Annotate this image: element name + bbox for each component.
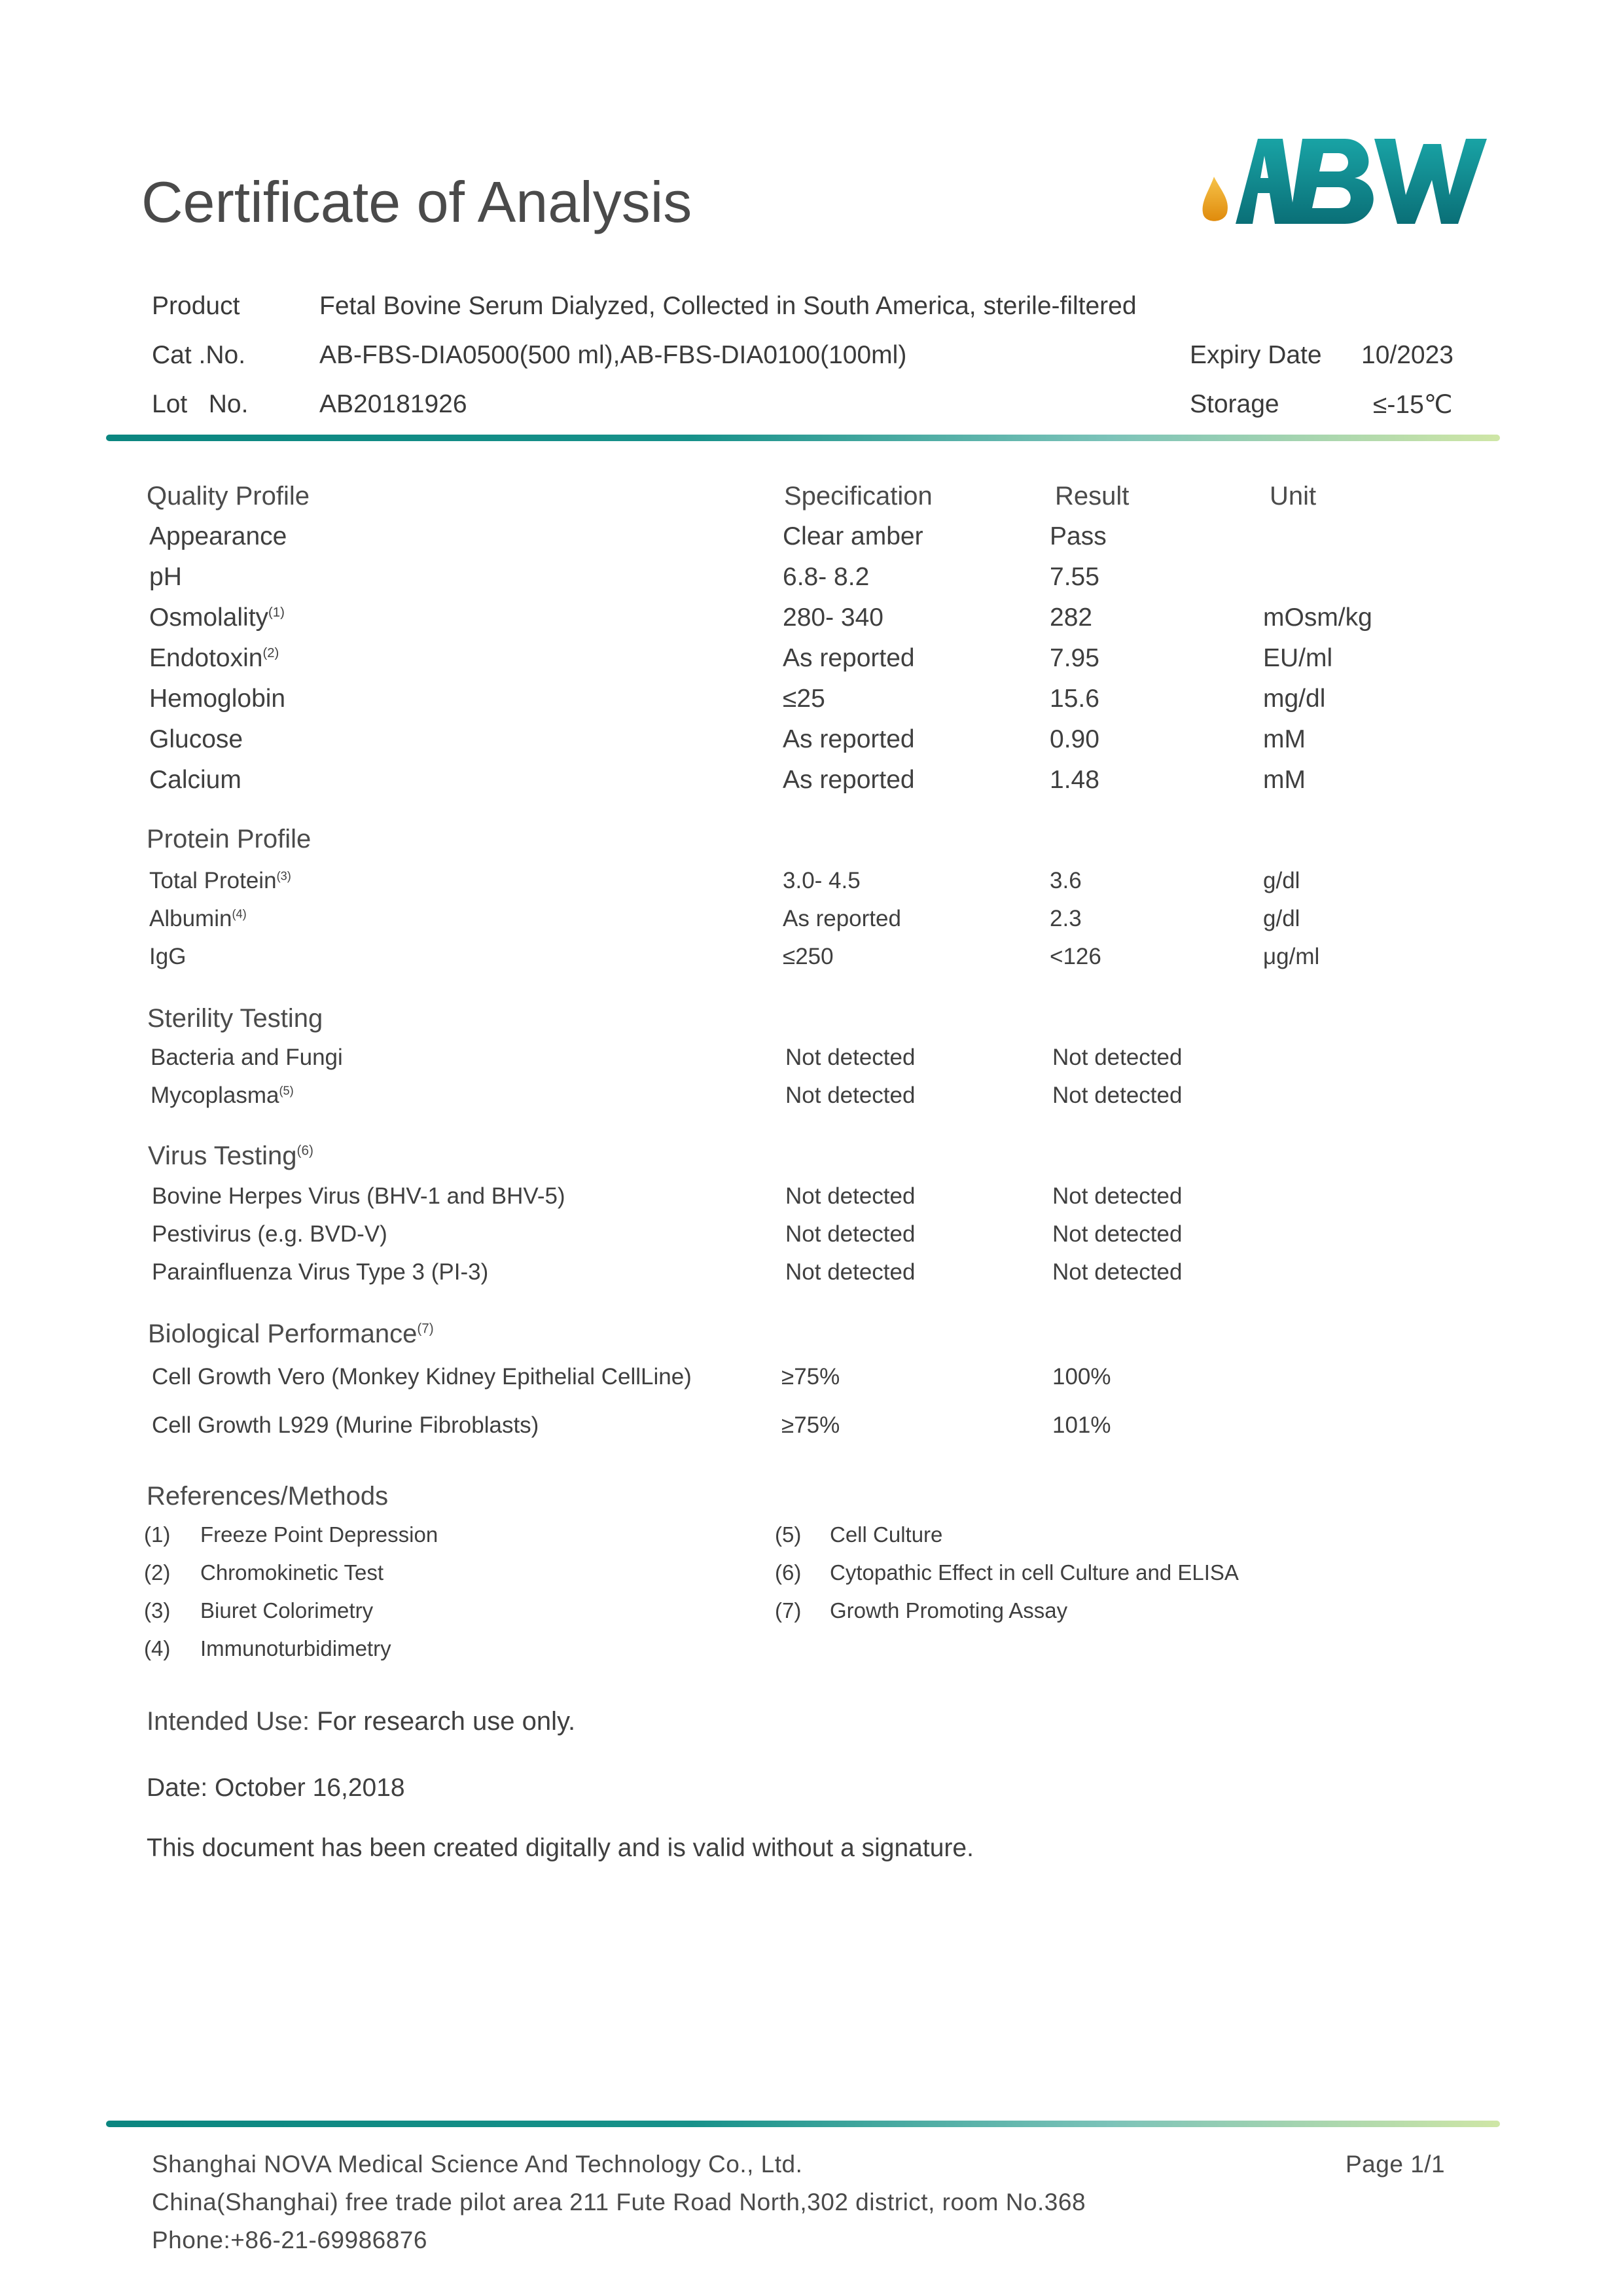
unit-heading: Unit: [1270, 482, 1317, 511]
row-name: Total Protein$^{(3)}$: [149, 868, 291, 893]
biological-heading: Biological Performance$^{(7)}$: [148, 1319, 434, 1348]
signature-note: This document has been created digitally and is valid without a signature.: [147, 1834, 974, 1862]
reference-number: (3): [144, 1598, 171, 1623]
result-value: 100%: [1052, 1364, 1111, 1390]
spec-value: ≥75%: [781, 1364, 840, 1390]
result-value: 7.55: [1050, 563, 1099, 591]
result-value: 1.48: [1050, 766, 1099, 794]
result-heading: Result: [1055, 482, 1130, 511]
date-line: Date: October 16,2018: [147, 1774, 405, 1802]
spec-value: 280- 340: [783, 603, 883, 632]
reference-text: Freeze Point Depression: [200, 1522, 438, 1547]
spec-value: Clear amber: [783, 522, 923, 550]
unit-value: μg/ml: [1263, 944, 1320, 969]
row-name: Hemoglobin: [149, 685, 286, 713]
page-title: Certificate of Analysis: [141, 170, 692, 234]
cat-value: AB-FBS-DIA0500(500 ml),AB-FBS-DIA0100(100ml): [319, 341, 907, 369]
spec-value: Not detected: [785, 1183, 916, 1209]
result-value: <126: [1050, 944, 1101, 969]
footer-address: China(Shanghai) free trade pilot area 211 Fute Road North,302 district, room No.368: [152, 2189, 1086, 2215]
result-value: 3.6: [1050, 868, 1082, 893]
lot-label: Lot No.: [152, 390, 249, 418]
reference-number: (1): [144, 1522, 171, 1547]
row-name: Bacteria and Fungi: [151, 1045, 343, 1070]
result-value: Not detected: [1052, 1221, 1183, 1247]
footer-page-number: Page 1/1: [1346, 2151, 1446, 2178]
product-label: Product: [152, 292, 240, 320]
unit-value: mg/dl: [1263, 685, 1326, 713]
company-logo: [1198, 124, 1492, 236]
spec-value: As reported: [783, 644, 915, 672]
row-name: Glucose: [149, 725, 243, 753]
footer-phone: Phone:+86-21-69986876: [152, 2227, 427, 2253]
row-name: Cell Growth Vero (Monkey Kidney Epithelial CellLine): [152, 1364, 692, 1390]
row-name: Appearance: [149, 522, 287, 550]
result-value: 2.3: [1050, 906, 1082, 931]
storage-value: ≤-15℃: [1373, 391, 1453, 419]
expiry-label: Expiry Date: [1190, 341, 1322, 369]
row-name: Parainfluenza Virus Type 3 (PI-3): [152, 1259, 489, 1285]
reference-number: (6): [775, 1560, 802, 1585]
reference-text: Growth Promoting Assay: [830, 1598, 1068, 1623]
unit-value: mM: [1263, 766, 1306, 794]
abw-logo-graphic: [1198, 124, 1492, 236]
row-name: Cell Growth L929 (Murine Fibroblasts): [152, 1412, 539, 1438]
row-name: Calcium: [149, 766, 241, 794]
row-name: pH: [149, 563, 182, 591]
result-value: 7.95: [1050, 644, 1099, 672]
spec-value: As reported: [783, 766, 915, 794]
spec-value: 6.8- 8.2: [783, 563, 870, 591]
unit-value: mOsm/kg: [1263, 603, 1372, 632]
row-name: IgG: [149, 944, 187, 969]
spec-value: Not detected: [785, 1221, 916, 1247]
cat-label: Cat .No.: [152, 341, 246, 369]
reference-text: Biuret Colorimetry: [200, 1598, 374, 1623]
unit-value: g/dl: [1263, 906, 1300, 931]
row-name: Osmolality$^{(1)}$: [149, 603, 285, 632]
reference-number: (4): [144, 1636, 171, 1660]
spec-value: As reported: [783, 725, 915, 753]
reference-text: Chromokinetic Test: [200, 1560, 384, 1585]
spec-value: ≤25: [783, 685, 825, 713]
result-value: Not detected: [1052, 1183, 1183, 1209]
footer-divider: [106, 2121, 1500, 2127]
product-value: Fetal Bovine Serum Dialyzed, Collected in South America, sterile-filtered: [319, 292, 1137, 320]
result-value: 0.90: [1050, 725, 1099, 753]
unit-value: EU/ml: [1263, 644, 1333, 672]
intended-use: [147, 1707, 575, 1736]
row-name: Mycoplasma$^{(5)}$: [151, 1083, 294, 1108]
result-value: 101%: [1052, 1412, 1111, 1438]
row-name: Albumin$^{(4)}$: [149, 906, 247, 931]
result-value: 15.6: [1050, 685, 1099, 713]
unit-value: mM: [1263, 725, 1306, 753]
expiry-value: 10/2023: [1361, 341, 1454, 369]
storage-label: Storage: [1190, 390, 1279, 418]
quality-profile-heading: Quality Profile: [147, 482, 310, 511]
result-value: Not detected: [1052, 1083, 1183, 1108]
reference-number: (2): [144, 1560, 171, 1585]
protein-profile-heading: Protein Profile: [147, 825, 312, 853]
spec-value: As reported: [783, 906, 901, 931]
intended-use-label: Intended Use:: [147, 1707, 310, 1736]
lot-value: AB20181926: [319, 390, 467, 418]
spec-value: Not detected: [785, 1259, 916, 1285]
intended-use-value: For research use only.: [310, 1707, 576, 1736]
row-name: Endotoxin$^{(2)}$: [149, 644, 279, 672]
result-value: Not detected: [1052, 1045, 1183, 1070]
spec-value: ≤250: [783, 944, 834, 969]
specification-heading: Specification: [784, 482, 933, 511]
spec-value: Not detected: [785, 1045, 916, 1070]
references-heading: References/Methods: [147, 1482, 389, 1511]
unit-value: g/dl: [1263, 868, 1300, 893]
reference-number: (7): [775, 1598, 802, 1623]
reference-text: Cytopathic Effect in cell Culture and ELISA: [830, 1560, 1239, 1585]
row-name: Bovine Herpes Virus (BHV-1 and BHV-5): [152, 1183, 565, 1209]
reference-number: (5): [775, 1522, 802, 1547]
spec-value: ≥75%: [781, 1412, 840, 1438]
reference-text: Cell Culture: [830, 1522, 943, 1547]
result-value: 282: [1050, 603, 1093, 632]
sterility-heading: Sterility Testing: [147, 1004, 323, 1033]
result-value: Pass: [1050, 522, 1107, 550]
header-divider: [106, 435, 1500, 441]
row-name: Pestivirus (e.g. BVD-V): [152, 1221, 387, 1247]
spec-value: 3.0- 4.5: [783, 868, 861, 893]
reference-text: Immunoturbidimetry: [200, 1636, 391, 1660]
result-value: Not detected: [1052, 1259, 1183, 1285]
footer-company: Shanghai NOVA Medical Science And Technology Co., Ltd.: [152, 2151, 803, 2178]
spec-value: Not detected: [785, 1083, 916, 1108]
virus-heading: Virus Testing$^{(6)}$: [148, 1141, 313, 1170]
